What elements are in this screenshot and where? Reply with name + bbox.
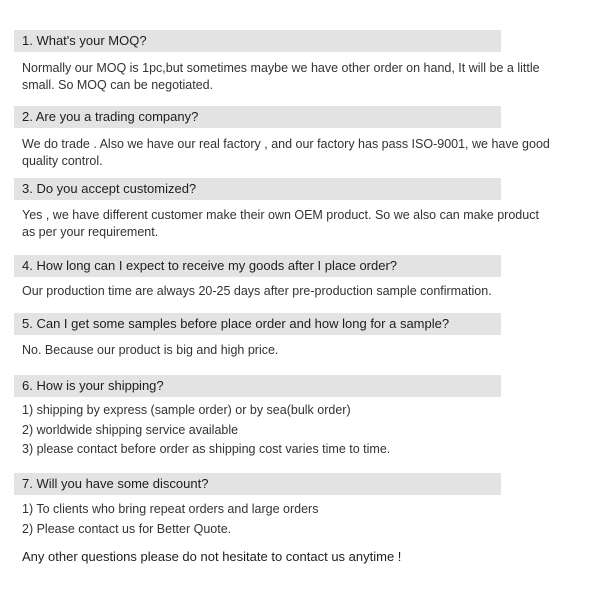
faq-question-6: 6. How is your shipping? <box>14 375 501 397</box>
faq-answer-3 <box>22 207 572 240</box>
faq-question-4: 4. How long can I expect to receive my goods after I place order? <box>14 255 501 277</box>
faq-answer-4 <box>22 283 572 300</box>
answer-line: 1) shipping by express (sample order) or by sea(bulk order) <box>22 403 351 417</box>
answer-line: No. Because our product is big and high price. <box>22 343 279 357</box>
contact-footer-note: Any other questions please do not hesitate to contact us anytime ! <box>22 549 402 564</box>
faq-answer-6 <box>22 401 572 460</box>
faq-answer-7 <box>22 500 572 539</box>
faq-question-2: 2. Are you a trading company? <box>14 106 501 128</box>
faq-question-7: 7. Will you have some discount? <box>14 473 501 495</box>
faq-answer-5 <box>22 342 572 359</box>
answer-line: small. So MOQ can be negotiated. <box>22 77 214 92</box>
answer-line: as per your requirement. <box>22 224 159 239</box>
answer-line: 3) please contact before order as shipping cost varies time to time. <box>22 442 391 456</box>
answer-line: We do trade . Also we have our real factory , and our factory has pass ISO-9001, we have good <box>22 137 550 151</box>
answer-line: Yes , we have different customer make their own OEM product. So we also can make product <box>22 208 539 222</box>
faq-question-3: 3. Do you accept customized? <box>14 178 501 200</box>
answer-line: 2) Please contact us for Better Quote. <box>22 521 232 536</box>
answer-line: quality control. <box>22 153 103 168</box>
faq-answer-1 <box>22 60 572 93</box>
answer-line: Our production time are always 20-25 days after pre-production sample confirmation. <box>22 284 492 298</box>
faq-question-1: 1. What's your MOQ? <box>14 30 501 52</box>
answer-line: Normally our MOQ is 1pc,but sometimes maybe we have other order on hand, It will be a little <box>22 61 540 75</box>
answer-line: 2) worldwide shipping service available <box>22 422 239 437</box>
faq-question-5: 5. Can I get some samples before place order and how long for a sample? <box>14 313 501 335</box>
faq-answer-2 <box>22 136 572 169</box>
answer-line: 1) To clients who bring repeat orders and large orders <box>22 502 319 516</box>
